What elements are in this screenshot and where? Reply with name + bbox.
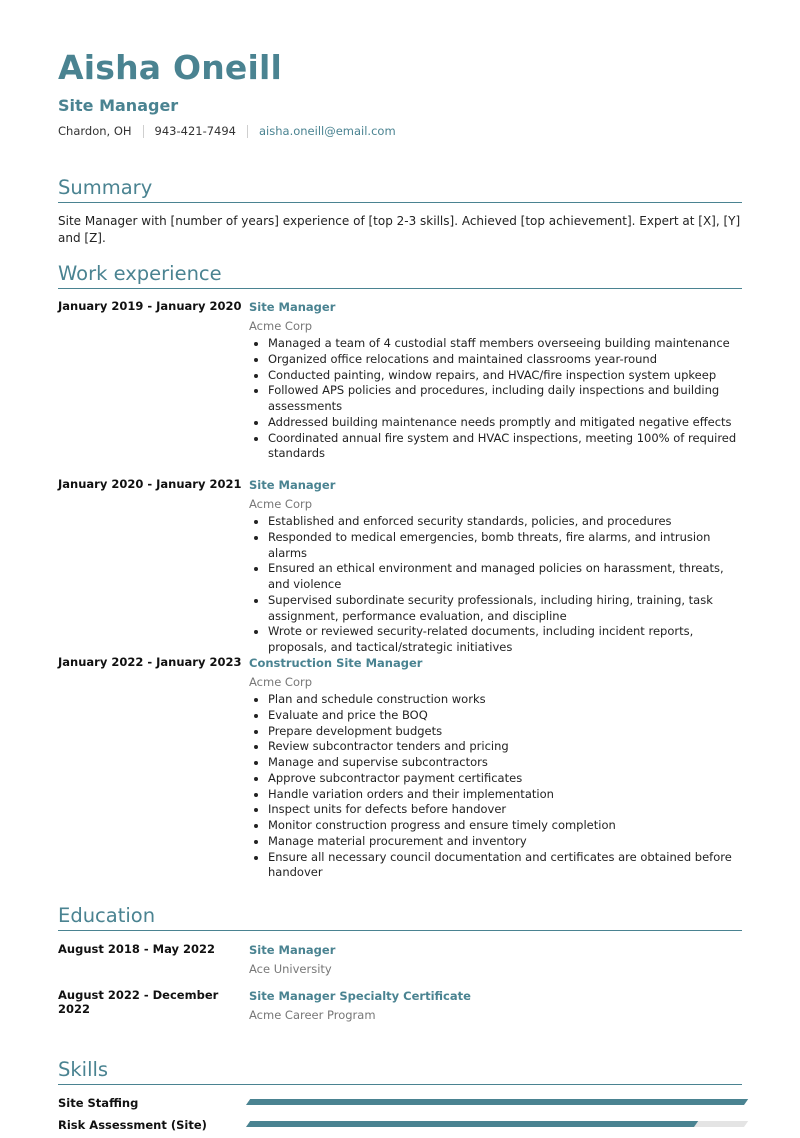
- work-dates: January 2019 - January 2020: [58, 299, 242, 313]
- bullet-item: • Supervised subordinate security professionals, including hiring, training, task assignment, performance evaluation, and discipline: [268, 593, 747, 625]
- job-title: Construction Site Manager: [249, 656, 423, 670]
- bullet-item: • Handle variation orders and their implementation: [268, 787, 747, 803]
- summary-text: Site Manager with [number of years] experience of [top 2-3 skills]. Achieved [top achievement]. Expert at [X], [Y] and [Z].: [58, 214, 741, 245]
- divider: [143, 125, 144, 138]
- bullet-item: • Manage material procurement and inventory: [268, 834, 747, 850]
- bullet-item: • Established and enforced security standards, policies, and procedures: [268, 514, 747, 530]
- company-name: Acme Corp: [249, 675, 313, 689]
- skill-level-bar: [246, 1099, 748, 1105]
- bullet-item: • Prepare development budgets: [268, 724, 747, 740]
- skill-level-fill: [246, 1121, 698, 1127]
- bullet-item: • Plan and schedule construction works: [268, 692, 747, 708]
- work-details: [249, 299, 747, 462]
- school-name: Acme Career Program: [249, 1008, 376, 1022]
- bullet-item: • Evaluate and price the BOQ: [268, 708, 747, 724]
- bullet-item: • Conducted painting, window repairs, and HVAC/fire inspection system upkeep: [268, 368, 747, 384]
- contact-info: [58, 124, 396, 138]
- skill-level-fill: [246, 1099, 748, 1105]
- skill-level-bar: [246, 1121, 748, 1127]
- bullet-item: • Monitor construction progress and ensure timely completion: [268, 818, 747, 834]
- job-title: Site Manager: [249, 478, 336, 492]
- education-heading: Education: [58, 904, 742, 931]
- bullet-item: • Organized office relocations and maintained classrooms year-round: [268, 352, 747, 368]
- degree-title: Site Manager Specialty Certificate: [249, 989, 471, 1003]
- bullet-item: • Ensured an ethical environment and managed policies on harassment, threats, and violence: [268, 561, 747, 593]
- bullet-item: • Managed a team of 4 custodial staff members overseeing building maintenance: [268, 336, 747, 352]
- company-name: Acme Corp: [249, 497, 313, 511]
- education-details: [249, 942, 747, 977]
- work-bullets: [249, 336, 747, 462]
- work-details: [249, 655, 747, 881]
- summary-heading: Summary: [58, 176, 742, 203]
- school-name: Ace University: [249, 962, 332, 976]
- job-title: Site Manager: [249, 300, 336, 314]
- skill-row: [58, 1118, 748, 1138]
- bullet-item: • Addressed building maintenance needs promptly and mitigated negative effects: [268, 415, 747, 431]
- candidate-role: Site Manager: [58, 96, 179, 115]
- email-link[interactable]: aisha.oneill@email.com: [259, 124, 396, 138]
- skill-row: [58, 1096, 748, 1116]
- education-details: [249, 988, 747, 1023]
- work-experience-heading: Work experience: [58, 262, 742, 289]
- bullet-item: • Ensure all necessary council documentation and certificates are obtained before handover: [268, 850, 747, 882]
- bullet-item: • Wrote or reviewed security-related documents, including incident reports, proposals, and tactical/strategic initiatives: [268, 624, 747, 656]
- work-bullets: [249, 514, 747, 656]
- bullet-item: • Responded to medical emergencies, bomb threats, fire alarms, and intrusion alarms: [268, 530, 747, 562]
- location: Chardon, OH: [58, 124, 132, 138]
- skill-name: Site Staffing: [58, 1096, 139, 1110]
- work-dates: January 2022 - January 2023: [58, 655, 242, 669]
- education-dates: August 2018 - May 2022: [58, 942, 215, 956]
- work-bullets: [249, 692, 747, 881]
- bullet-item: • Inspect units for defects before handover: [268, 802, 747, 818]
- company-name: Acme Corp: [249, 319, 313, 333]
- education-dates: August 2022 - December 2022: [58, 988, 219, 1016]
- phone: 943-421-7494: [154, 124, 236, 138]
- degree-title: Site Manager: [249, 943, 336, 957]
- candidate-name: Aisha Oneill: [58, 48, 283, 87]
- bullet-item: • Manage and supervise subcontractors: [268, 755, 747, 771]
- divider: [247, 125, 248, 138]
- bullet-item: • Approve subcontractor payment certificates: [268, 771, 747, 787]
- bullet-item: • Review subcontractor tenders and pricing: [268, 739, 747, 755]
- work-details: [249, 477, 747, 656]
- skills-heading: Skills: [58, 1058, 742, 1085]
- work-dates: January 2020 - January 2021: [58, 477, 242, 491]
- bullet-item: • Coordinated annual fire system and HVAC inspections, meeting 100% of required standards: [268, 431, 747, 463]
- skill-name: Risk Assessment (Site): [58, 1118, 207, 1132]
- bullet-item: • Followed APS policies and procedures, including daily inspections and building assessments: [268, 383, 747, 415]
